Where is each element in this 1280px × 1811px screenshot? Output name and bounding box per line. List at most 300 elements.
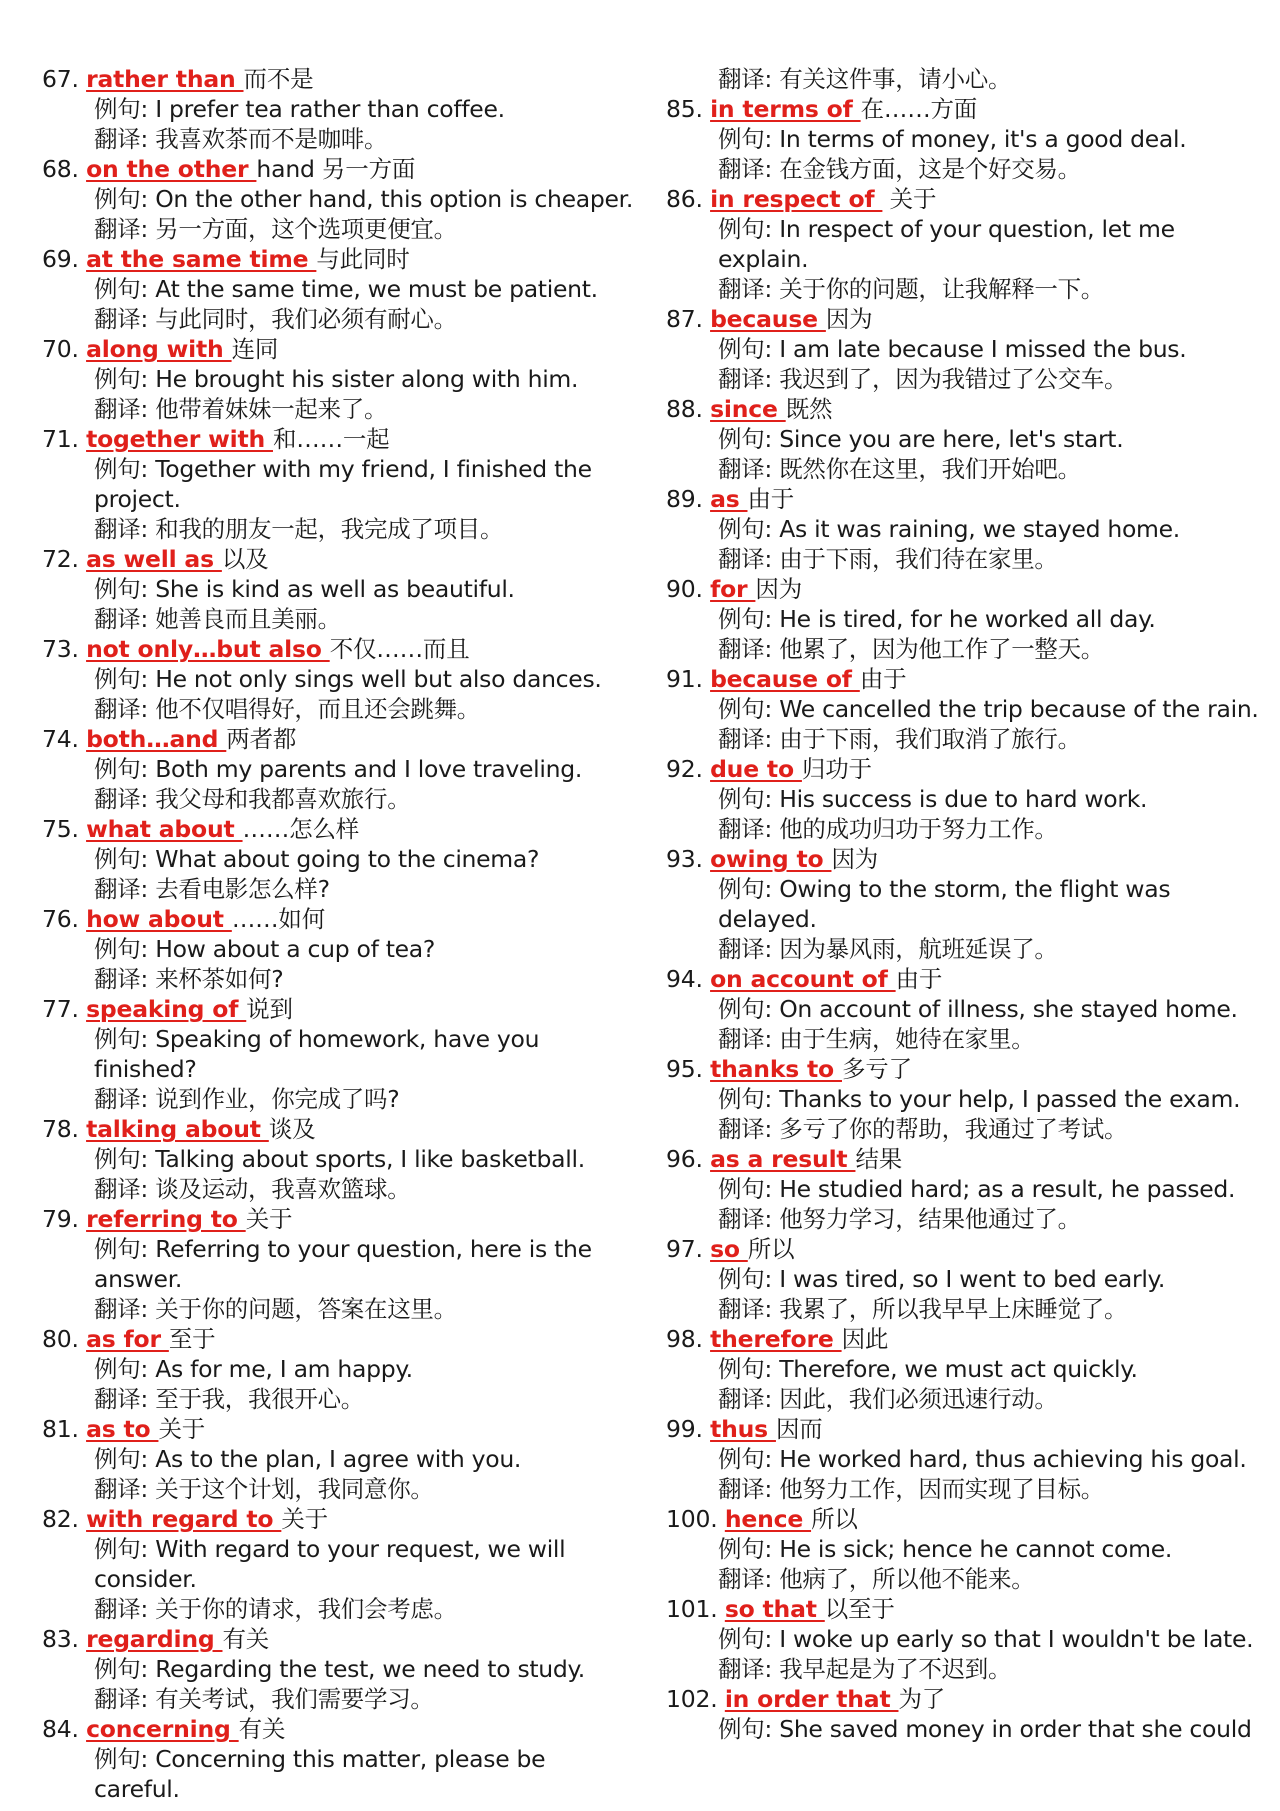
translation-sentence: 至于我，我很开心。 <box>155 1385 365 1413</box>
entry-number: 73. <box>42 635 79 663</box>
translation-label: 翻译: <box>94 1385 149 1413</box>
entry-heading <box>42 724 637 754</box>
example-line <box>42 1354 637 1384</box>
phrase-meaning: 两者都 <box>226 725 297 753</box>
entry-number: 72. <box>42 545 79 573</box>
entry-heading <box>42 994 637 1024</box>
entry-number: 100. <box>666 1505 718 1533</box>
entry-number: 94. <box>666 965 703 993</box>
example-line <box>666 994 1266 1024</box>
phrase-entry <box>666 1054 1266 1144</box>
example-sentence: She saved money in order that she could <box>779 1715 1252 1743</box>
phrase-meaning: 由于 <box>747 485 795 513</box>
example-label: 例句: <box>718 515 773 543</box>
example-line <box>42 1744 637 1804</box>
example-line <box>42 1144 637 1174</box>
entry-number: 80. <box>42 1325 79 1353</box>
entry-number: 85. <box>666 95 703 123</box>
phrase-text: therefore <box>710 1325 842 1353</box>
phrase-text: together with <box>86 425 273 453</box>
entry-heading <box>666 1234 1266 1264</box>
translation-sentence: 我父母和我都喜欢旅行。 <box>155 785 411 813</box>
right-column <box>666 64 1266 1744</box>
translation-label: 翻译: <box>94 1085 149 1113</box>
phrase-text: in terms of <box>710 95 861 123</box>
example-sentence: How about a cup of tea? <box>155 935 436 963</box>
phrase-entry <box>666 1234 1266 1324</box>
entry-number: 96. <box>666 1145 703 1173</box>
phrase-entry <box>666 1594 1266 1684</box>
phrase-entry <box>666 754 1266 844</box>
phrase-entry <box>666 184 1266 304</box>
example-label: 例句: <box>718 785 773 813</box>
example-sentence: As for me, I am happy. <box>155 1355 413 1383</box>
example-line <box>666 124 1266 154</box>
example-label: 例句: <box>94 1655 149 1683</box>
phrase-meaning: 归功于 <box>801 755 872 783</box>
entry-heading <box>666 1054 1266 1084</box>
example-sentence: He studied hard; as a result, he passed. <box>779 1175 1236 1203</box>
phrase-text: along with <box>86 335 232 363</box>
phrase-entry <box>42 634 637 724</box>
phrase-text: both…and <box>86 725 227 753</box>
phrase-entry <box>42 814 637 904</box>
example-sentence: Regarding the test, we need to study. <box>155 1655 585 1683</box>
phrase-entry <box>42 904 637 994</box>
phrase-meaning: 因为 <box>755 575 803 603</box>
phrase-meaning: 由于 <box>859 665 907 693</box>
example-label: 例句: <box>718 335 773 363</box>
entry-heading <box>666 964 1266 994</box>
translation-line <box>42 1384 637 1414</box>
entry-number: 84. <box>42 1715 79 1743</box>
translation-label: 翻译: <box>718 635 773 663</box>
example-line <box>666 1534 1266 1564</box>
phrase-entry <box>42 1624 637 1714</box>
phrase-text: regarding <box>86 1625 223 1653</box>
phrase-entry <box>42 724 637 814</box>
example-sentence: Speaking of homework, have you finished? <box>94 1025 540 1083</box>
translation-label: 翻译: <box>94 605 149 633</box>
entry-number: 91. <box>666 665 703 693</box>
example-label: 例句: <box>718 995 773 1023</box>
entry-number: 87. <box>666 305 703 333</box>
translation-line <box>666 544 1266 574</box>
carry-over-translation-line <box>666 64 1266 94</box>
example-sentence: Both my parents and I love traveling. <box>155 755 582 783</box>
translation-sentence: 她善良而且美丽。 <box>155 605 341 633</box>
example-line <box>42 664 637 694</box>
translation-sentence: 谈及运动，我喜欢篮球。 <box>155 1175 411 1203</box>
phrase-text: hence <box>724 1505 812 1533</box>
translation-line <box>42 514 637 544</box>
entry-number: 67. <box>42 65 79 93</box>
example-sentence: I woke up early so that I wouldn't be late. <box>779 1625 1254 1653</box>
entry-heading <box>42 1114 637 1144</box>
entry-heading <box>42 1324 637 1354</box>
entry-heading <box>42 244 637 274</box>
example-sentence: I am late because I missed the bus. <box>779 335 1187 363</box>
translation-sentence: 由于下雨，我们待在家里。 <box>779 545 1058 573</box>
example-label: 例句: <box>718 605 773 633</box>
entry-heading <box>666 184 1266 214</box>
translation-sentence: 在金钱方面，这是个好交易。 <box>779 155 1081 183</box>
entry-heading <box>666 94 1266 124</box>
entry-heading <box>666 484 1266 514</box>
translation-line <box>42 1474 637 1504</box>
example-line <box>666 514 1266 544</box>
translation-sentence: 多亏了你的帮助，我通过了考试。 <box>779 1115 1128 1143</box>
entry-number: 69. <box>42 245 79 273</box>
phrase-meaning: ……如何 <box>231 905 326 933</box>
example-line <box>42 844 637 874</box>
translation-label: 翻译: <box>718 455 773 483</box>
example-sentence: He is sick; hence he cannot come. <box>779 1535 1173 1563</box>
translation-label: 翻译: <box>94 875 149 903</box>
phrase-meaning: 不仅……而且 <box>329 635 470 663</box>
phrase-meaning: 至于 <box>168 1325 216 1353</box>
phrase-text: talking about <box>86 1115 269 1143</box>
phrase-text: due to <box>710 755 802 783</box>
translation-sentence: 来杯茶如何? <box>155 965 284 993</box>
example-line <box>666 1444 1266 1474</box>
translation-sentence: 他努力工作，因而实现了目标。 <box>779 1475 1105 1503</box>
entry-number: 97. <box>666 1235 703 1263</box>
example-line <box>666 694 1266 724</box>
example-label: 例句: <box>718 1265 773 1293</box>
phrase-meaning: 以至于 <box>824 1595 895 1623</box>
translation-sentence: 他累了，因为他工作了一整天。 <box>779 635 1105 663</box>
entry-number: 71. <box>42 425 79 453</box>
example-line <box>666 1264 1266 1294</box>
example-sentence: Since you are here, let's start. <box>779 425 1124 453</box>
phrase-entry <box>666 1144 1266 1234</box>
phrase-entry <box>666 1324 1266 1414</box>
entry-heading <box>42 1414 637 1444</box>
translation-sentence: 他的成功归功于努力工作。 <box>779 815 1058 843</box>
phrase-meaning: 以及 <box>221 545 269 573</box>
phrase-text: thus <box>710 1415 776 1443</box>
phrase-entry <box>42 1504 637 1624</box>
phrase-meaning: 多亏了 <box>841 1055 912 1083</box>
entry-heading <box>42 154 637 184</box>
entry-heading <box>42 904 637 934</box>
entry-number: 76. <box>42 905 79 933</box>
example-label: 例句: <box>718 1535 773 1563</box>
translation-sentence: 有关考试，我们需要学习。 <box>155 1685 434 1713</box>
example-label: 例句: <box>94 755 149 783</box>
phrase-text: as a result <box>710 1145 856 1173</box>
example-sentence: As it was raining, we stayed home. <box>779 515 1180 543</box>
translation-label: 翻译: <box>718 275 773 303</box>
translation-sentence: 我迟到了，因为我错过了公交车。 <box>779 365 1128 393</box>
example-line <box>666 1624 1266 1654</box>
phrase-text: since <box>710 395 786 423</box>
example-sentence: He worked hard, thus achieving his goal. <box>779 1445 1247 1473</box>
translation-label: 翻译: <box>718 155 773 183</box>
translation-sentence: 说到作业，你完成了吗? <box>155 1085 400 1113</box>
entry-number: 98. <box>666 1325 703 1353</box>
example-sentence: I prefer tea rather than coffee. <box>155 95 505 123</box>
example-label: 例句: <box>718 215 773 243</box>
example-sentence: As to the plan, I agree with you. <box>155 1445 522 1473</box>
phrase-entry <box>666 664 1266 754</box>
example-line <box>42 934 637 964</box>
translation-line <box>42 874 637 904</box>
phrase-text: how about <box>86 905 232 933</box>
entry-number: 95. <box>666 1055 703 1083</box>
phrase-meaning: 关于 <box>158 1415 206 1443</box>
translation-label: 翻译: <box>718 65 773 93</box>
entry-number: 77. <box>42 995 79 1023</box>
translation-label: 翻译: <box>94 965 149 993</box>
translation-sentence: 他努力学习，结果他通过了。 <box>779 1205 1081 1233</box>
translation-line <box>666 1024 1266 1054</box>
entry-heading <box>42 334 637 364</box>
phrase-text: on the other <box>86 155 257 183</box>
phrase-entry <box>666 844 1266 964</box>
phrase-meaning: 在……方面 <box>860 95 978 123</box>
example-sentence: On account of illness, she stayed home. <box>779 995 1238 1023</box>
phrase-entry <box>666 484 1266 574</box>
phrase-text: as <box>710 485 748 513</box>
phrase-meaning: 关于 <box>281 1505 328 1533</box>
example-sentence: On the other hand, this option is cheaper. <box>155 185 634 213</box>
translation-label: 翻译: <box>94 785 149 813</box>
example-sentence: His success is due to hard work. <box>779 785 1148 813</box>
example-label: 例句: <box>94 845 149 873</box>
example-label: 例句: <box>94 935 149 963</box>
entry-heading <box>666 844 1266 874</box>
phrase-entry <box>666 94 1266 184</box>
phrase-entry <box>666 1684 1266 1744</box>
left-column <box>42 64 637 1804</box>
phrase-entry <box>42 1714 637 1804</box>
translation-label: 翻译: <box>718 365 773 393</box>
translation-label: 翻译: <box>94 515 149 543</box>
example-line <box>666 334 1266 364</box>
entry-number: 74. <box>42 725 79 753</box>
translation-line <box>42 214 637 244</box>
example-line <box>666 424 1266 454</box>
phrase-entry <box>666 394 1266 484</box>
example-line <box>42 1444 637 1474</box>
phrase-meaning: 与此同时 <box>316 245 410 273</box>
translation-line <box>666 1564 1266 1594</box>
translation-label: 翻译: <box>718 1115 773 1143</box>
entry-heading <box>666 1144 1266 1174</box>
example-label: 例句: <box>94 1535 149 1563</box>
translation-label: 翻译: <box>718 1475 773 1503</box>
example-line <box>42 274 637 304</box>
translation-line <box>666 454 1266 484</box>
translation-label: 翻译: <box>94 215 149 243</box>
example-line <box>42 1534 637 1594</box>
phrase-entry <box>42 994 637 1114</box>
carry-over-translation: 有关这件事，请小心。 <box>779 65 1012 93</box>
example-label: 例句: <box>718 425 773 453</box>
phrase-entry <box>42 1324 637 1414</box>
example-line <box>666 874 1266 934</box>
translation-line <box>42 784 637 814</box>
translation-sentence: 关于这个计划，我同意你。 <box>155 1475 434 1503</box>
translation-line <box>42 1684 637 1714</box>
example-label: 例句: <box>94 1355 149 1383</box>
phrase-text: what about <box>86 815 243 843</box>
entry-number: 101. <box>666 1595 718 1623</box>
phrase-meaning: 和……一起 <box>272 425 390 453</box>
example-sentence: With regard to your request, we will consider. <box>94 1535 566 1593</box>
translation-sentence: 我累了，所以我早早上床睡觉了。 <box>779 1295 1128 1323</box>
phrase-text: because of <box>710 665 860 693</box>
phrase-meaning: hand 另一方面 <box>256 155 416 183</box>
example-label: 例句: <box>94 1445 149 1473</box>
entry-number: 82. <box>42 1505 79 1533</box>
phrase-entry <box>42 1414 637 1504</box>
translation-label: 翻译: <box>718 1385 773 1413</box>
example-sentence: In terms of money, it's a good deal. <box>779 125 1187 153</box>
example-line <box>666 1084 1266 1114</box>
translation-line <box>666 934 1266 964</box>
translation-label: 翻译: <box>718 935 773 963</box>
entry-heading <box>666 574 1266 604</box>
translation-line <box>42 394 637 424</box>
translation-line <box>666 274 1266 304</box>
example-label: 例句: <box>94 1145 149 1173</box>
phrase-entry <box>42 1114 637 1204</box>
entry-heading <box>42 814 637 844</box>
phrase-meaning: 有关 <box>222 1625 270 1653</box>
phrase-text: so <box>710 1235 748 1263</box>
example-label: 例句: <box>94 1745 149 1773</box>
phrase-meaning: 关于 <box>882 185 937 213</box>
phrase-entry <box>42 334 637 424</box>
example-line <box>42 1024 637 1084</box>
translation-label: 翻译: <box>718 1295 773 1323</box>
translation-line <box>666 1654 1266 1684</box>
translation-label: 翻译: <box>718 545 773 573</box>
example-line <box>666 214 1266 274</box>
example-line <box>42 1654 637 1684</box>
phrase-text: so that <box>724 1595 825 1623</box>
phrase-meaning: 说到 <box>246 995 293 1023</box>
example-label: 例句: <box>94 365 149 393</box>
phrase-text: with regard to <box>86 1505 282 1533</box>
translation-sentence: 关于你的问题，让我解释一下。 <box>779 275 1105 303</box>
phrase-meaning: 因为 <box>831 845 879 873</box>
translation-label: 翻译: <box>94 1595 149 1623</box>
translation-sentence: 因为暴风雨，航班延误了。 <box>779 935 1058 963</box>
translation-sentence: 他带着妹妹一起来了。 <box>155 395 388 423</box>
phrase-text: in respect of <box>710 185 883 213</box>
translation-label: 翻译: <box>718 1565 773 1593</box>
phrase-text: because <box>710 305 826 333</box>
phrase-text: owing to <box>710 845 832 873</box>
phrase-meaning: 因而 <box>775 1415 823 1443</box>
entry-heading <box>42 424 637 454</box>
example-line <box>42 754 637 784</box>
translation-line <box>42 1594 637 1624</box>
phrase-meaning: 关于 <box>245 1205 293 1233</box>
phrase-entry <box>42 244 637 334</box>
example-label: 例句: <box>94 1235 149 1263</box>
phrase-entry <box>666 1414 1266 1504</box>
example-sentence: He is tired, for he worked all day. <box>779 605 1156 633</box>
entry-heading <box>666 1504 1266 1534</box>
example-line <box>42 94 637 124</box>
phrase-text: rather than <box>86 65 244 93</box>
entry-number: 86. <box>666 185 703 213</box>
example-sentence: Concerning this matter, please be careful. <box>94 1745 546 1803</box>
phrase-text: in order that <box>724 1685 899 1713</box>
translation-line <box>666 814 1266 844</box>
translation-sentence: 另一方面，这个选项更便宜。 <box>155 215 457 243</box>
entry-number: 81. <box>42 1415 79 1443</box>
entry-number: 78. <box>42 1115 79 1143</box>
phrase-meaning: 结果 <box>855 1145 903 1173</box>
translation-label: 翻译: <box>94 305 149 333</box>
phrase-entry <box>42 1204 637 1324</box>
translation-line <box>42 964 637 994</box>
entry-number: 79. <box>42 1205 79 1233</box>
example-label: 例句: <box>718 125 773 153</box>
entry-heading <box>666 1324 1266 1354</box>
example-line <box>666 1354 1266 1384</box>
example-sentence: In respect of your question, let me explain. <box>718 215 1175 273</box>
example-label: 例句: <box>718 1625 773 1653</box>
example-label: 例句: <box>718 1445 773 1473</box>
example-label: 例句: <box>94 275 149 303</box>
entry-heading <box>666 754 1266 784</box>
entry-heading <box>42 1204 637 1234</box>
entry-heading <box>666 664 1266 694</box>
example-sentence: At the same time, we must be patient. <box>155 275 598 303</box>
entry-number: 68. <box>42 155 79 183</box>
example-label: 例句: <box>718 1085 773 1113</box>
phrase-text: referring to <box>86 1205 246 1233</box>
example-line <box>42 454 637 514</box>
translation-label: 翻译: <box>718 1205 773 1233</box>
example-label: 例句: <box>94 185 149 213</box>
phrase-meaning: 有关 <box>238 1715 286 1743</box>
entry-heading <box>42 634 637 664</box>
phrase-meaning: 为了 <box>898 1685 946 1713</box>
phrase-entry <box>42 64 637 154</box>
phrase-text: at the same time <box>86 245 317 273</box>
example-sentence: Therefore, we must act quickly. <box>779 1355 1138 1383</box>
entry-number: 102. <box>666 1685 718 1713</box>
entry-number: 70. <box>42 335 79 363</box>
phrase-text: speaking of <box>86 995 247 1023</box>
example-sentence: She is kind as well as beautiful. <box>155 575 515 603</box>
example-line <box>666 1174 1266 1204</box>
example-sentence: I was tired, so I went to bed early. <box>779 1265 1165 1293</box>
phrase-text: on account of <box>710 965 896 993</box>
example-sentence: What about going to the cinema? <box>155 845 540 873</box>
phrase-text: as to <box>86 1415 159 1443</box>
example-line <box>42 364 637 394</box>
translation-sentence: 与此同时，我们必须有耐心。 <box>155 305 457 333</box>
phrase-meaning: 而不是 <box>243 65 314 93</box>
example-sentence: Owing to the storm, the flight was delayed. <box>718 875 1171 933</box>
translation-line <box>666 634 1266 664</box>
example-label: 例句: <box>94 95 149 123</box>
translation-line <box>666 1294 1266 1324</box>
example-sentence: Referring to your question, here is the answer. <box>94 1235 592 1293</box>
entry-number: 99. <box>666 1415 703 1443</box>
translation-line <box>42 694 637 724</box>
example-label: 例句: <box>94 455 149 483</box>
